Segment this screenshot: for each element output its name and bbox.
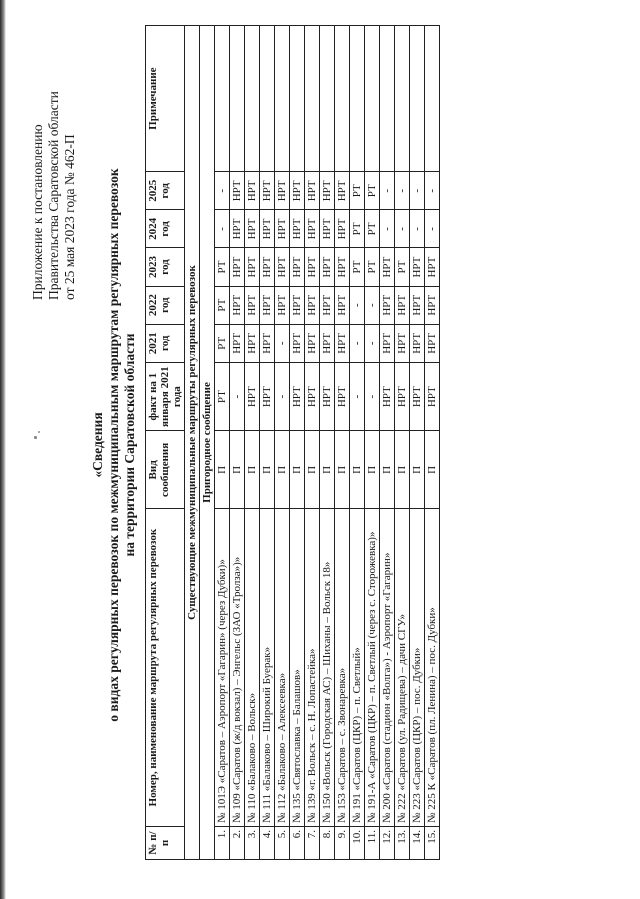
header-kind: Вид сообщения: [146, 431, 185, 509]
section-suburban: Пригородное сообщение: [200, 26, 215, 860]
cell-fact: -: [275, 362, 290, 431]
cell-kind: П: [380, 431, 395, 509]
cell-y2021: НРТ: [380, 324, 395, 362]
cell-note: [425, 26, 440, 172]
cell-num: 14.: [410, 826, 425, 859]
cell-kind: П: [305, 431, 320, 509]
title-line: о видах регулярных перевозок по межмуниципальным маршрутам регулярных перевозок: [106, 168, 121, 722]
section-row: [200, 26, 215, 860]
cell-kind: П: [365, 431, 380, 509]
scan-left-edge: [0, 0, 6, 899]
cell-note: [380, 26, 395, 172]
cell-fact: НРТ: [290, 362, 305, 431]
cell-y2025: -: [380, 172, 395, 210]
cell-y2025: -: [215, 172, 230, 210]
cell-fact: НРТ: [380, 362, 395, 431]
header-num: № п/п: [146, 826, 185, 859]
cell-y2021: НРТ: [410, 324, 425, 362]
header-2022: 2022 год: [146, 286, 185, 324]
cell-y2024: НРТ: [275, 210, 290, 248]
cell-num: 6.: [290, 826, 305, 859]
cell-num: 9.: [335, 826, 350, 859]
cell-fact: -: [365, 362, 380, 431]
header-2024: 2024 год: [146, 210, 185, 248]
cell-name: № 101Э «Саратов – Аэропорт «Гагарин» (через Дубки)»: [215, 509, 230, 827]
cell-y2022: НРТ: [425, 286, 440, 324]
cell-y2021: РТ: [215, 324, 230, 362]
cell-y2022: НРТ: [260, 286, 275, 324]
cell-y2023: РТ: [350, 248, 365, 286]
cell-num: 2.: [230, 826, 245, 859]
cell-y2023: НРТ: [425, 248, 440, 286]
cell-y2021: НРТ: [260, 324, 275, 362]
cell-y2025: РТ: [365, 172, 380, 210]
cell-fact: НРТ: [425, 362, 440, 431]
cell-y2024: НРТ: [230, 210, 245, 248]
cell-y2023: НРТ: [335, 248, 350, 286]
cell-y2024: -: [410, 210, 425, 248]
cell-y2021: -: [275, 324, 290, 362]
cell-note: [320, 26, 335, 172]
cell-note: [230, 26, 245, 172]
header-2021: 2021 год: [146, 324, 185, 362]
cell-y2023: НРТ: [320, 248, 335, 286]
rotated-page: [10, 10, 630, 880]
cell-num: 12.: [380, 826, 395, 859]
cell-y2024: НРТ: [290, 210, 305, 248]
cell-fact: -: [350, 362, 365, 431]
table-row: [365, 26, 380, 860]
cell-note: [395, 26, 410, 172]
cell-y2024: НРТ: [245, 210, 260, 248]
appendix-line: Правительства Саратовской области: [46, 91, 61, 300]
header-name: Номер, наименование маршрута регулярных перевозок: [146, 509, 185, 827]
cell-y2021: НРТ: [290, 324, 305, 362]
cell-note: [260, 26, 275, 172]
table-row: [380, 26, 395, 860]
cell-y2022: НРТ: [335, 286, 350, 324]
table-row: [260, 26, 275, 860]
document-title: [90, 10, 138, 880]
cell-kind: П: [275, 431, 290, 509]
cell-y2021: НРТ: [320, 324, 335, 362]
cell-fact: НРТ: [410, 362, 425, 431]
cell-y2021: НРТ: [335, 324, 350, 362]
cell-kind: П: [410, 431, 425, 509]
cell-fact: НРТ: [395, 362, 410, 431]
table-row: [395, 26, 410, 860]
cell-y2025: НРТ: [335, 172, 350, 210]
cell-kind: П: [245, 431, 260, 509]
cell-name: № 222 «Саратов (ул. Радищева) – дачи СГУ»: [395, 509, 410, 827]
cell-kind: П: [215, 431, 230, 509]
header-fact: факт на 1 января 2021 года: [146, 362, 185, 431]
cell-num: 8.: [320, 826, 335, 859]
cell-y2021: НРТ: [425, 324, 440, 362]
cell-y2022: НРТ: [380, 286, 395, 324]
section-row: [185, 26, 200, 860]
cell-y2024: РТ: [350, 210, 365, 248]
cell-num: 13.: [395, 826, 410, 859]
appendix-line: Приложение к постановлению: [30, 124, 45, 300]
cell-y2021: НРТ: [395, 324, 410, 362]
cell-y2025: НРТ: [245, 172, 260, 210]
cell-y2024: НРТ: [305, 210, 320, 248]
routes-table: [145, 25, 440, 860]
cell-name: № 150 «Вольск (Городская АС) – Шиханы – Вольск 18»: [320, 509, 335, 827]
cell-y2024: НРТ: [260, 210, 275, 248]
cell-num: 15.: [425, 826, 440, 859]
cell-y2024: -: [425, 210, 440, 248]
cell-num: 1.: [215, 826, 230, 859]
table-row: [410, 26, 425, 860]
cell-note: [215, 26, 230, 172]
cell-y2022: НРТ: [410, 286, 425, 324]
cell-note: [350, 26, 365, 172]
cell-y2025: НРТ: [275, 172, 290, 210]
cell-note: [305, 26, 320, 172]
cell-fact: НРТ: [260, 362, 275, 431]
cell-y2023: НРТ: [245, 248, 260, 286]
cell-y2025: НРТ: [260, 172, 275, 210]
cell-name: № 223 «Саратов (ЦКР) – пос. Дубки»: [410, 509, 425, 827]
cell-name: № 111 «Балаково – Широкий Буерак»: [260, 509, 275, 827]
cell-y2022: НРТ: [320, 286, 335, 324]
cell-num: 4.: [260, 826, 275, 859]
cell-name: № 109 «Саратов (ж/д вокзал) – Энгельс (ЗАО «Тролза»)»: [230, 509, 245, 827]
cell-y2023: НРТ: [290, 248, 305, 286]
cell-y2025: НРТ: [230, 172, 245, 210]
cell-name: № 112 «Балаково – Алексеевка»: [275, 509, 290, 827]
section-existing-routes: Существующие межмуниципальные маршруты регулярных перевозок: [185, 26, 200, 860]
cell-y2024: -: [395, 210, 410, 248]
cell-kind: П: [395, 431, 410, 509]
cell-y2024: НРТ: [335, 210, 350, 248]
cell-y2023: НРТ: [260, 248, 275, 286]
cell-note: [365, 26, 380, 172]
cell-y2022: НРТ: [230, 286, 245, 324]
cell-y2023: НРТ: [275, 248, 290, 286]
cell-y2025: -: [395, 172, 410, 210]
header-2025: 2025 год: [146, 172, 185, 210]
cell-name: № 135 «Святославка – Балашов»: [290, 509, 305, 827]
title-line: на территории Саратовской области: [122, 333, 137, 557]
appendix-line: от 25 мая 2023 года № 462-П: [62, 134, 77, 300]
cell-y2025: РТ: [350, 172, 365, 210]
cell-name: № 153 «Саратов – с. Звонаревка»: [335, 509, 350, 827]
cell-name: № 191-А «Саратов (ЦКР) – п. Светлый (через с. Сторожевка)»: [365, 509, 380, 827]
cell-kind: П: [335, 431, 350, 509]
cell-y2023: РТ: [215, 248, 230, 286]
cell-y2022: НРТ: [275, 286, 290, 324]
cell-fact: НРТ: [320, 362, 335, 431]
header-2023: 2023 год: [146, 248, 185, 286]
cell-num: 11.: [365, 826, 380, 859]
cell-y2025: НРТ: [320, 172, 335, 210]
cell-y2025: НРТ: [290, 172, 305, 210]
table-row: [350, 26, 365, 860]
cell-num: 3.: [245, 826, 260, 859]
cell-name: № 139 «г. Вольск – с. Н. Лопастейка»: [305, 509, 320, 827]
cell-y2021: -: [365, 324, 380, 362]
table-row: [245, 26, 260, 860]
cell-kind: П: [260, 431, 275, 509]
cell-y2024: РТ: [365, 210, 380, 248]
cell-y2023: НРТ: [230, 248, 245, 286]
table-row: [320, 26, 335, 860]
header-note: Примечание: [146, 26, 185, 172]
cell-y2024: -: [380, 210, 395, 248]
appendix-note: [30, 40, 78, 300]
cell-kind: П: [425, 431, 440, 509]
table-row: [305, 26, 320, 860]
cell-note: [410, 26, 425, 172]
cell-y2021: НРТ: [230, 324, 245, 362]
cell-note: [335, 26, 350, 172]
cell-y2021: -: [350, 324, 365, 362]
cell-y2022: НРТ: [290, 286, 305, 324]
cell-y2021: НРТ: [245, 324, 260, 362]
cell-y2022: НРТ: [305, 286, 320, 324]
cell-note: [245, 26, 260, 172]
cell-kind: П: [230, 431, 245, 509]
cell-name: № 110 «Балаково – Вольск»: [245, 509, 260, 827]
cell-fact: -: [230, 362, 245, 431]
cell-fact: РТ: [215, 362, 230, 431]
cell-note: [275, 26, 290, 172]
cell-fact: НРТ: [305, 362, 320, 431]
cell-y2022: -: [365, 286, 380, 324]
cell-kind: П: [320, 431, 335, 509]
table-row: [425, 26, 440, 860]
cell-kind: П: [290, 431, 305, 509]
cell-y2021: НРТ: [305, 324, 320, 362]
cell-y2022: -: [350, 286, 365, 324]
table-row: [230, 26, 245, 860]
table-row: [335, 26, 350, 860]
title-line: «Сведения: [90, 412, 105, 478]
cell-y2023: НРТ: [305, 248, 320, 286]
cell-note: [290, 26, 305, 172]
cell-y2022: НРТ: [395, 286, 410, 324]
table-header-row: [146, 26, 185, 860]
cell-num: 10.: [350, 826, 365, 859]
cell-y2025: -: [410, 172, 425, 210]
cell-y2024: НРТ: [320, 210, 335, 248]
cell-num: 5.: [275, 826, 290, 859]
cell-num: 7.: [305, 826, 320, 859]
cell-y2023: РТ: [395, 248, 410, 286]
cell-y2025: -: [425, 172, 440, 210]
cell-name: № 225 К «Саратов (пл. Ленина) – пос. Дубки»: [425, 509, 440, 827]
cell-y2023: НРТ: [410, 248, 425, 286]
cell-name: № 191 «Саратов (ЦКР) – п. Светлый»: [350, 509, 365, 827]
cell-name: № 200 «Саратов (стадион «Волга») - Аэропорт «Гагарин»: [380, 509, 395, 827]
cell-y2024: -: [215, 210, 230, 248]
cell-fact: НРТ: [335, 362, 350, 431]
cell-kind: П: [350, 431, 365, 509]
cell-y2022: НРТ: [245, 286, 260, 324]
table-row: [290, 26, 305, 860]
table-row: [275, 26, 290, 860]
cell-y2023: НРТ: [380, 248, 395, 286]
cell-y2023: РТ: [365, 248, 380, 286]
cell-y2025: НРТ: [305, 172, 320, 210]
table-row: [215, 26, 230, 860]
cell-fact: НРТ: [245, 362, 260, 431]
cell-y2022: РТ: [215, 286, 230, 324]
